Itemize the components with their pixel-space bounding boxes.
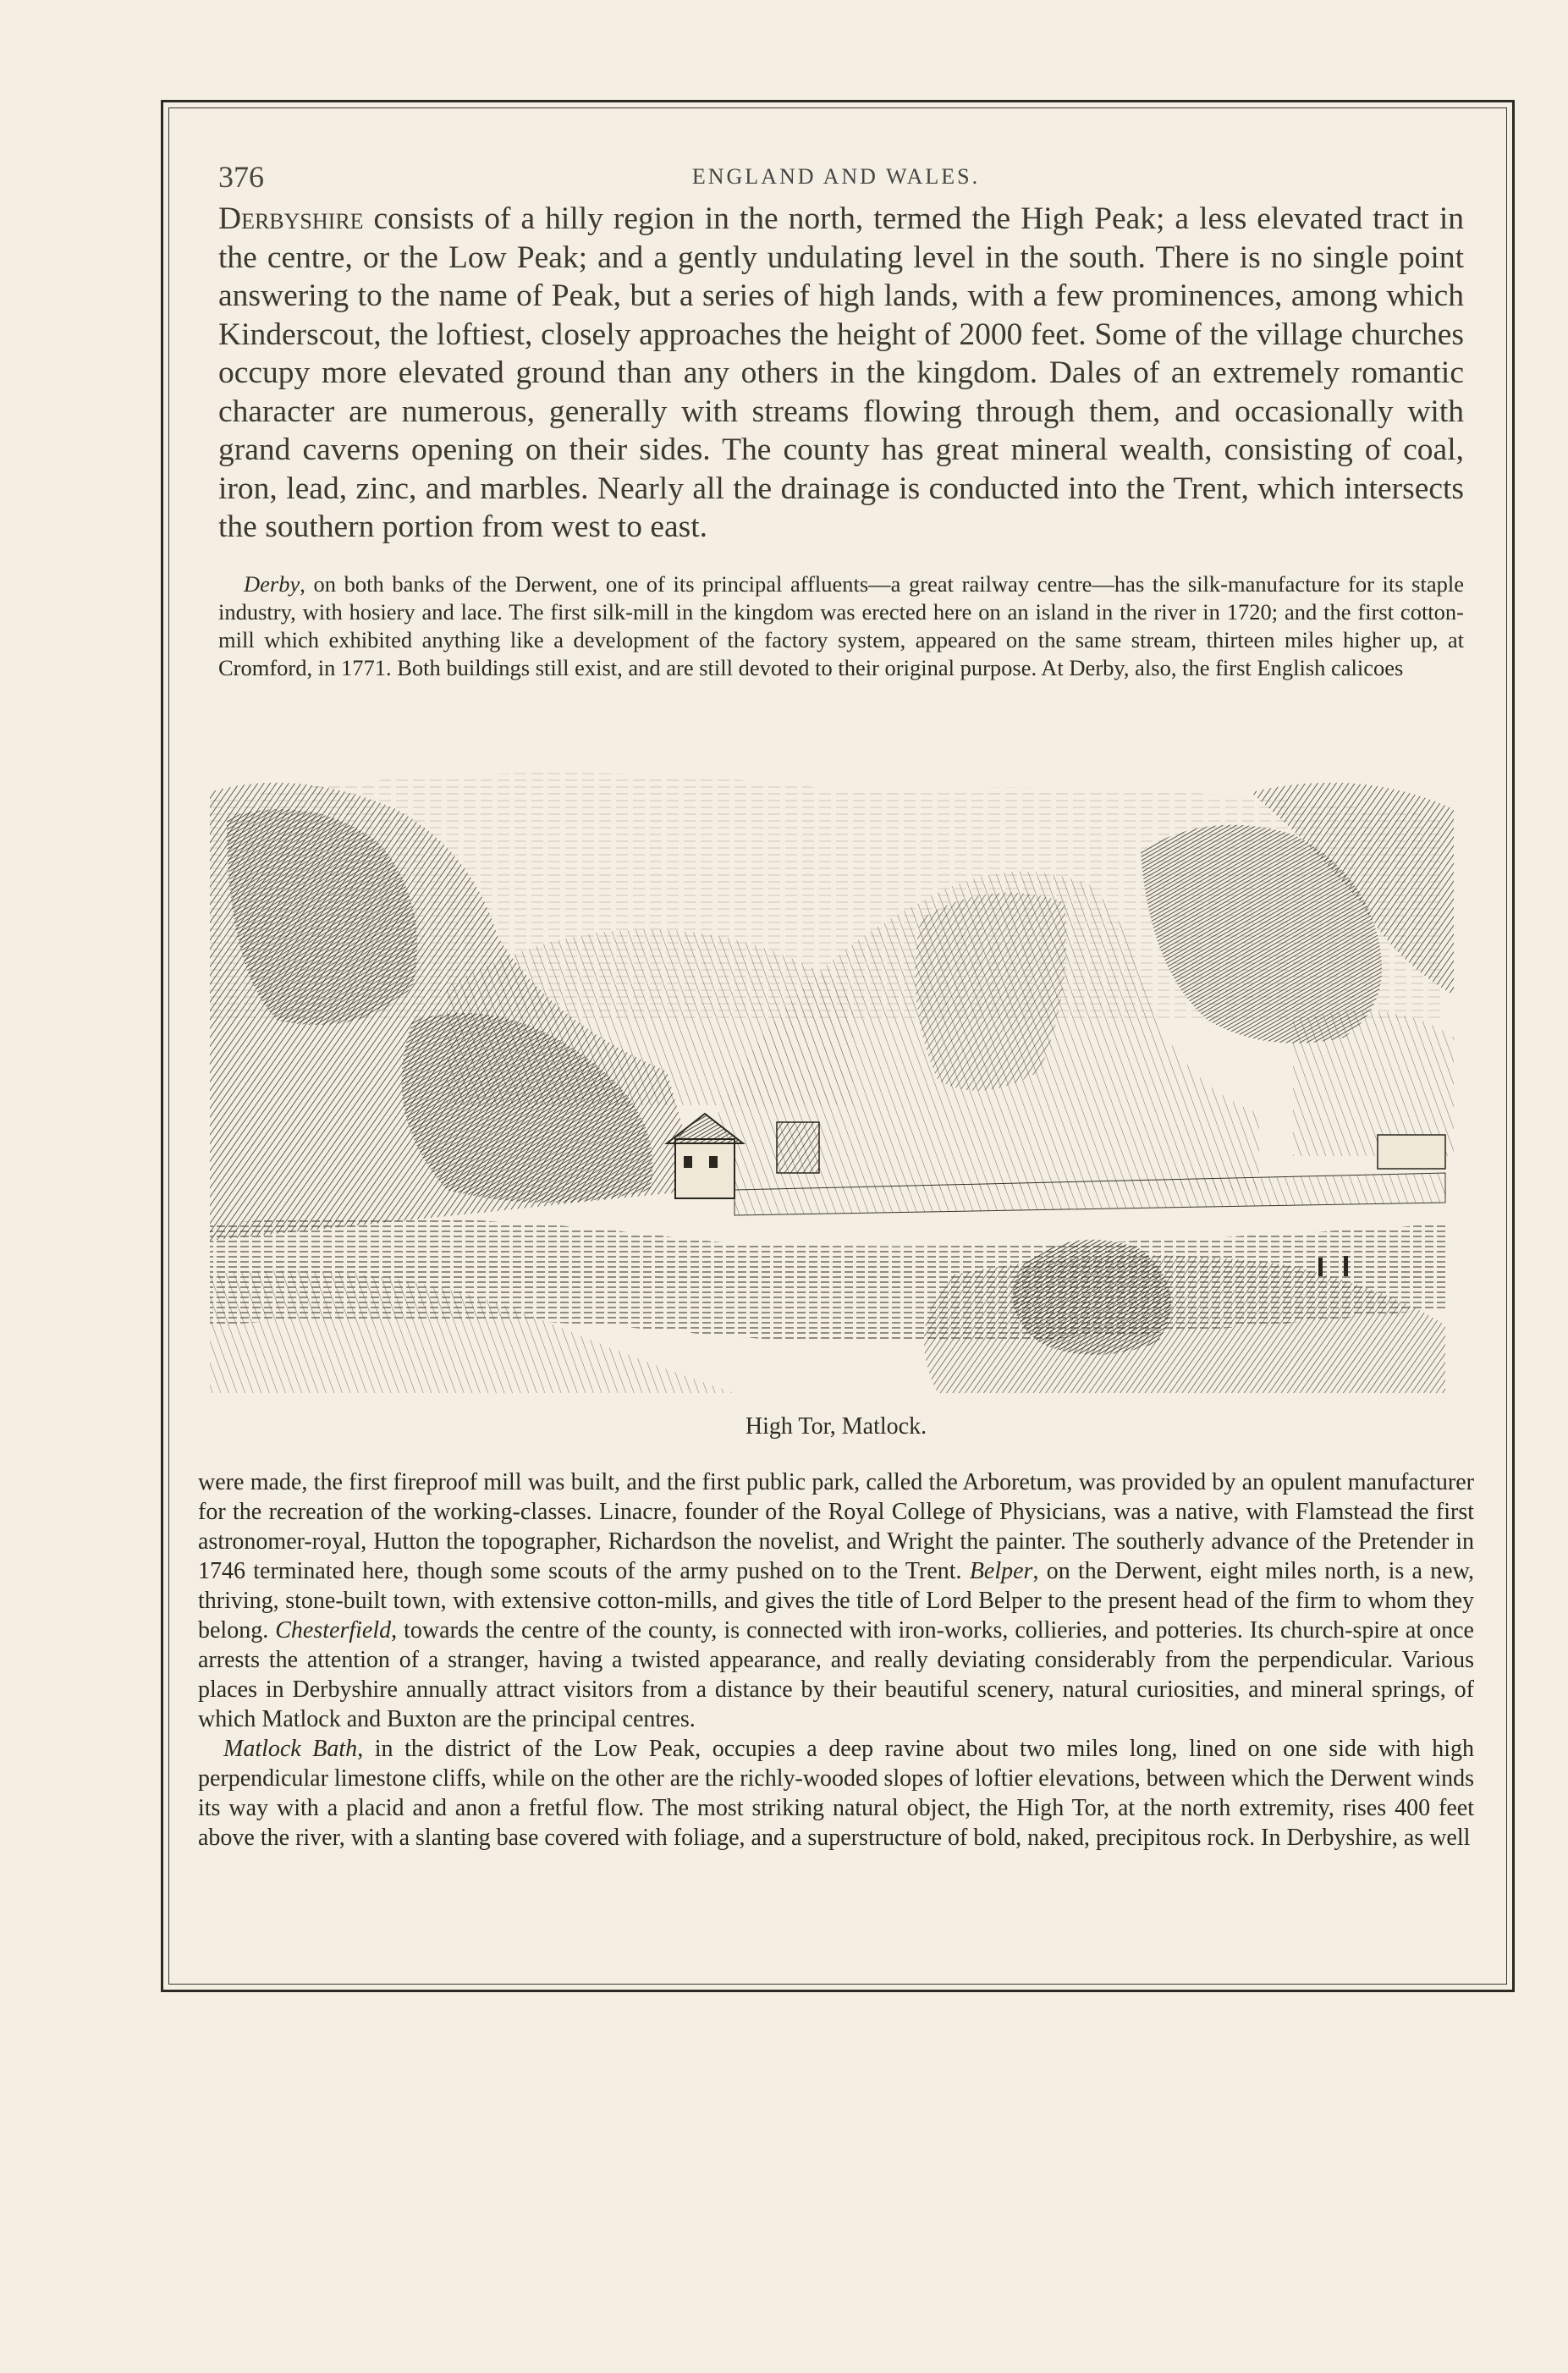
derby-place-name: Derby [244,570,300,597]
lower-text-3: , towards the centre of the county, is connected with iron-works, collieries, and potteries. Its church-spire at once arrests the attention of a stranger, having a twisted appearance, and really deviating considerably from the perpendicular. Various places in Derbyshire annually attract visitors from a distance by their beautiful scenery, natural curiosities, and mineral springs, of which Matlock and Buxton are the principal centres. [198,1616,1474,1732]
running-title: ENGLAND AND WALES. [691,164,981,189]
engraving-image [193,716,1479,1410]
place-matlock-bath: Matlock Bath [223,1735,358,1762]
lower-paragraph [198,1467,1474,1734]
lower-text-1: were made, the first fireproof mill was built, and the first public park, called the Arboretum, was provided by an opulent manufacturer for the recreation of the working-classes. Linacre, founder of the Royal College of Physicians, was a native, with Flamstead the first astronomer-royal, Hutton the topographer, Richardson the novelist, and Wright the painter. The southerly advance of the Pretender in 1746 terminated here, though some scouts of the army pushed on to the Trent. [198,1468,1474,1584]
place-chesterfield: Chesterfield [275,1616,392,1643]
derby-paragraph [218,570,1464,682]
matlock-paragraph [198,1734,1474,1853]
book-page [193,152,1479,1853]
page-header [193,152,1479,195]
lead-paragraph [218,200,1464,547]
lower-text-2: , on the Derwent, eight miles north, is a new, thriving, stone-built town, with extensive cotton-mills, and gives the title of Lord Belper to the present head of the firm to whom they belong. [198,1557,1474,1643]
place-belper: Belper [969,1557,1033,1584]
lead-text: consists of a hilly region in the north, termed the High Peak; a less elevated tract in the centre, or the Low Peak; and a gently undulating level in the south. There is no single point answering to the name of Peak, but a series of high lands, with a few prominences, among which Kinderscout, the loftiest, closely approaches the height of 2000 feet. Some of the village churches occupy more elevated ground than any others in the kingdom. Dales of an extremely romantic character are numerous, generally with streams flowing through them, and occasionally with grand caverns opening on their sides. The county has great mineral wealth, consisting of coal, iron, lead, zinc, and marbles. Nearly all the drainage is conducted into the Trent, which intersects the southern portion from west to east. [218,201,1464,544]
lower-text-4: , in the district of the Low Peak, occupies a deep ravine about two miles long, lined on one side with high perpendicular limestone cliffs, while on the other are the richly-wooded slopes of loftier elevations, between which the Derwent winds its way with a placid and anon a fretful flow. The most striking natural object, the High Tor, at the north extremity, rises 400 feet above the river, with a slanting base covered with foliage, and a superstructure of bold, naked, precipitous rock. In Derbyshire, as well [198,1735,1474,1851]
page-number: 376 [218,160,264,194]
lead-first-word: Derbyshire [218,201,364,236]
engraving-high-tor [193,716,1479,1410]
illustration-caption: High Tor, Matlock. [745,1412,927,1440]
derby-text: , on both banks of the Derwent, one of its principal affluents—a great railway centre—has the silk-manufacture for its staple industry, with hosiery and lace. The first silk-mill in the kingdom was erected here on an island in the river in 1720; and the first cotton-mill which exhibited anything like a development of the factory system, appeared on the same stream, thirteen miles higher up, at Cromford, in 1771. Both buildings still exist, and are still devoted to their original purpose. At Derby, also, the first English calicoes [218,570,1464,680]
